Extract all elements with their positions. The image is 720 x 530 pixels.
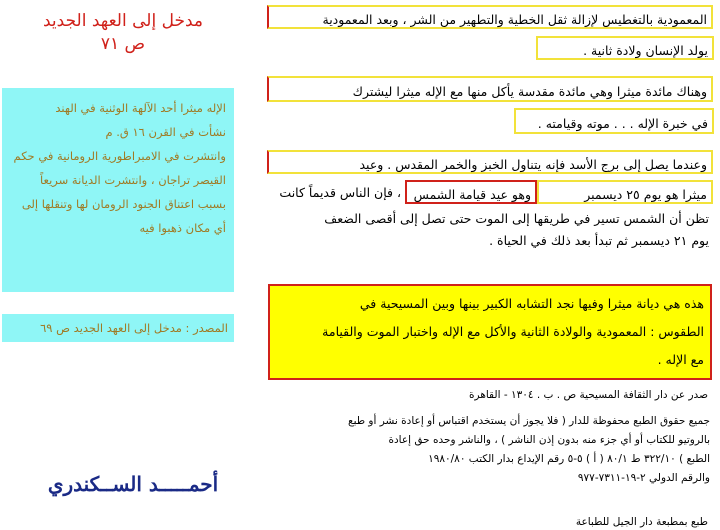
colophon-publisher	[420, 383, 708, 399]
sidebar-line-5: بسبب اعتناق الجنود الرومان لها وتنقلها إلى	[21, 197, 226, 211]
paragraph-4-conclusion	[268, 284, 712, 380]
paragraph-3-line-3	[267, 208, 713, 228]
paragraph-1-line-2	[536, 36, 714, 60]
sidebar-source	[2, 314, 234, 342]
p1-text-1: المعمودية بالتغطيس لإزالة ثقل الخطية والتطهير من الشر ، وبعد المعمودية	[322, 12, 707, 27]
paragraph-2-line-1	[267, 76, 713, 102]
sidebar-line-4: القيصر تراجان ، وانتشرت الديانة سريعاً	[40, 173, 226, 187]
p4-text-2: الطقوس : المعمودية والولادة الثانية والأكل مع الإله واختبار الموت والقيامة	[322, 324, 704, 339]
p4-text-3: مع الإله .	[657, 352, 704, 367]
rights-line-3: الطبع ) ٣٢٢/١٠ ط ٨٠/١ ( أ ) ٥-٥ رقم الإيداع بدار الكتب ١٩٨٠/٨٠	[428, 453, 710, 465]
sidebar-line-6: أي مكان ذهبوا فيه	[139, 221, 226, 235]
page-number: ص ٧١	[100, 34, 146, 54]
sidebar-line-2: نشأت في القرن ١٦ ق. م	[105, 125, 226, 139]
p3-text-1: وعندما يصل إلى برج الأسد فإنه يتناول الخبز والخمر المقدس . وعيد	[359, 157, 707, 172]
paragraph-2-line-2	[514, 108, 714, 134]
paragraph-3-line-1	[267, 150, 713, 174]
paragraph-1-line-1	[267, 5, 713, 29]
rights-line-2: بالروتيو للكتاب أو أي جزء منه بدون إذن الناشر ) ، والناشر وحده حق إعادة	[388, 434, 710, 446]
author-signature: أحمـــــد الســكندري	[47, 472, 219, 496]
sidebar-line-3: وانتشرت في الامبراطورية الرومانية في حكم	[13, 149, 226, 163]
page-header	[4, 10, 242, 66]
p1-text-2: يولد الإنسان ولادة ثانية .	[583, 43, 708, 58]
rights-line-4: والرقم الدولي ٢-١٩-٧٣١١-٩٧٧	[577, 472, 710, 484]
paragraph-3-line-4	[267, 230, 713, 250]
p3-highlight-sun	[405, 180, 537, 204]
p3-highlight-date	[537, 180, 713, 204]
p3-line2-rest	[267, 180, 403, 204]
colophon-printer	[480, 510, 708, 526]
book-title: مدخل إلى العهد الجديد	[42, 11, 203, 31]
paragraph-3-line-2	[267, 180, 713, 204]
rights-line-1: جميع حقوق الطبع محفوظة للدار ( فلا يجوز أن يستخدم اقتباس أو إعادة نشر أو طبع	[347, 415, 710, 427]
p3-text-2b: وهو عيد قيامة الشمس	[413, 187, 531, 202]
colophon-rights	[258, 412, 710, 494]
p3-text-4: يوم ٢١ ديسمبر ثم تبدأ بعد ذلك في الحياة .	[489, 233, 709, 248]
sidebar-note	[2, 88, 234, 292]
source-citation: المصدر : مدخل إلى العهد الجديد ص ٦٩	[40, 321, 228, 335]
p3-text-3: تظن أن الشمس تسير في طريقها إلى الموت حتى تصل إلى أقصى الضعف	[324, 211, 709, 226]
publisher-text: صدر عن دار الثقافة المسيحية ص . ب . ١٣٠٤ - القاهرة	[469, 389, 708, 401]
p2-text-2: في خبرة الإله . . . موته وقيامته .	[537, 116, 708, 131]
sidebar-line-1: الإله ميثرا أحد الآلهة الوثنية في الهند	[55, 101, 226, 115]
p3-text-2a: ميثرا هو يوم ٢٥ ديسمبر	[584, 187, 707, 202]
p4-text-1: هذه هي ديانة ميثرا وفيها نجد التشابه الكبير بينها وبين المسيحية في	[359, 296, 704, 311]
printer-text: طبع بمطبعة دار الجيل للطباعة	[575, 516, 708, 528]
p2-text-1: وهناك مائدة ميثرا وهي مائدة مقدسة يأكل منها مع الإله ميثرا ليشترك	[352, 84, 707, 99]
p3-text-2c: ، فإن الناس قديماً كانت	[279, 185, 401, 200]
